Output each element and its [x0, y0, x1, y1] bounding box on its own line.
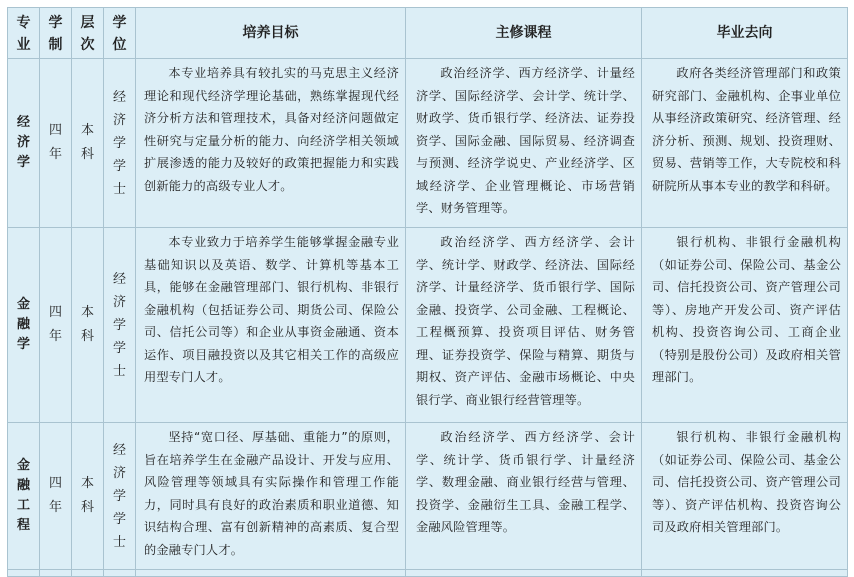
header-degree: 学位: [104, 8, 136, 59]
header-major: 专业: [8, 8, 40, 59]
table-cell: [8, 570, 40, 577]
table-cell: [72, 570, 104, 577]
degree-cell: 经济学学士: [104, 59, 136, 228]
table-row: [8, 59, 848, 228]
header-courses: 主修课程: [406, 8, 642, 59]
duration-cell: 四年: [40, 228, 72, 423]
major-cell: 经济学: [8, 59, 40, 228]
courses-cell: 政治经济学、西方经济学、计量经济学、国际经济学、会计学、统计学、财政学、货币银行学、经济法、证券投资学、国际金融、国际贸易、经济调查与预测、经济学说史、产业经济学、区域经济学、企业管理概论、市场营销学、财务管理等。: [406, 59, 642, 228]
table-cell: [40, 570, 72, 577]
table-cell: [406, 570, 642, 577]
header-career: 毕业去向: [642, 8, 848, 59]
table-row-partial: [8, 570, 848, 577]
career-cell: 银行机构、非银行金融机构（如证券公司、保险公司、基金公司、信托投资公司、资产管理公司等）、资产评估机构、投资咨询公司及政府相关管理部门。: [642, 423, 848, 570]
header-goal: 培养目标: [136, 8, 406, 59]
level-cell: 本科: [72, 423, 104, 570]
duration-cell: 四年: [40, 59, 72, 228]
table-row: [8, 228, 848, 423]
major-cell: 金融学: [8, 228, 40, 423]
courses-cell: 政治经济学、西方经济学、会计学、统计学、货币银行学、计量经济学、数理金融、商业银行经营与管理、投资学、金融衍生工具、金融工程学、金融风险管理等。: [406, 423, 642, 570]
table-row: [8, 423, 848, 570]
program-table: [7, 7, 848, 577]
level-cell: 本科: [72, 59, 104, 228]
career-cell: 银行机构、非银行金融机构（如证券公司、保险公司、基金公司、信托投资公司、资产管理公司等）、房地产开发公司、资产评估机构、投资咨询公司、工商企业（特别是股份公司）及政府相关管理部门。: [642, 228, 848, 423]
major-cell: 金融工程: [8, 423, 40, 570]
table-cell: [104, 570, 136, 577]
goal-cell: 本专业培养具有较扎实的马克思主义经济理论和现代经济学理论基础，熟练掌握现代经济分析方法和管理技术，具备对经济问题做定性研究与定量分析的能力、向经济学相关领域扩展渗透的能力及较好的政策把握能力和实践创新能力的高级专业人才。: [136, 59, 406, 228]
courses-cell: 政治经济学、西方经济学、会计学、统计学、财政学、经济法、国际经济学、计量经济学、货币银行学、国际金融、投资学、公司金融、工程概论、工程概预算、投资项目评估、财务管理、证券投资学、保险与精算、期货与期权、资产评估、金融市场概论、中央银行学、商业银行经营管理等。: [406, 228, 642, 423]
header-duration: 学制: [40, 8, 72, 59]
degree-cell: 经济学学士: [104, 228, 136, 423]
table-cell: [642, 570, 848, 577]
header-row: [8, 8, 848, 59]
goal-cell: 本专业致力于培养学生能够掌握金融专业基础知识以及英语、数学、计算机等基本工具，能够在金融管理部门、银行机构、非银行金融机构（包括证券公司、期货公司、保险公司、信托公司等）和企业从事资金融通、资本运作、项目融投资以及其它相关工作的高级应用型专门人才。: [136, 228, 406, 423]
degree-cell: 经济学学士: [104, 423, 136, 570]
career-cell: 政府各类经济管理部门和政策研究部门、金融机构、企事业单位从事经济政策研究、经济管理、经济分析、预测、规划、投资理财、贸易、营销等工作，大专院校和科研院所从事本专业的教学和科研。: [642, 59, 848, 228]
goal-cell: 坚持“宽口径、厚基础、重能力”的原则，旨在培养学生在金融产品设计、开发与应用、风险管理等领域具有实际操作和管理工作能力，同时具有良好的政治素质和职业道德、知识结构合理、富有创新精神的高素质、复合型的金融专门人才。: [136, 423, 406, 570]
table-cell: [136, 570, 406, 577]
level-cell: 本科: [72, 228, 104, 423]
header-level: 层次: [72, 8, 104, 59]
duration-cell: 四年: [40, 423, 72, 570]
